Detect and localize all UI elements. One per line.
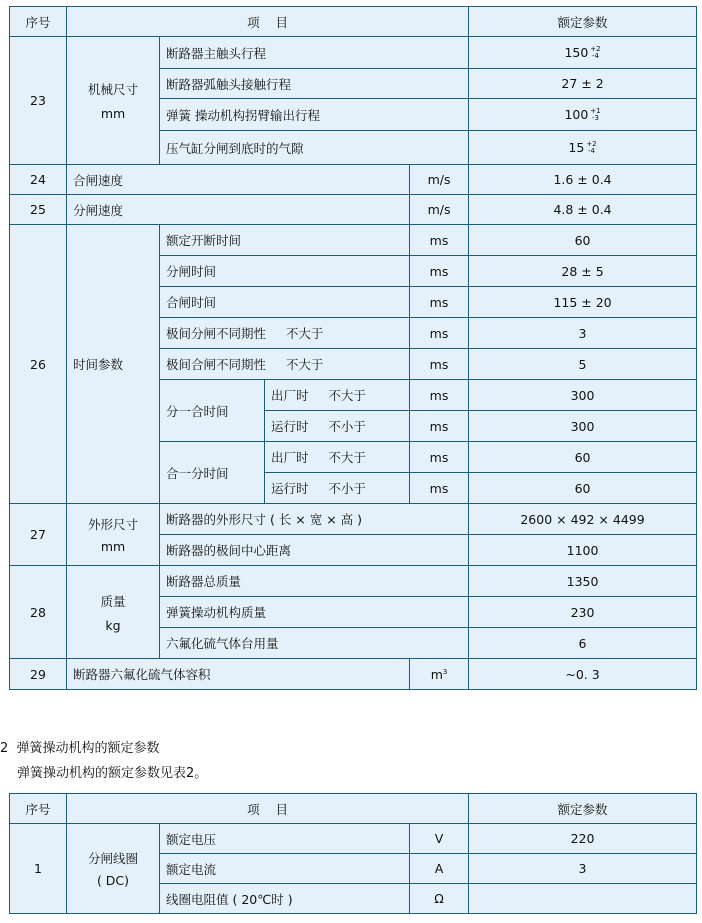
rated-value: 300: [469, 380, 697, 411]
header-item: 项 目: [67, 794, 469, 824]
item-label: 极间分闸不同期性 不大于: [160, 318, 410, 349]
table-row: [10, 566, 697, 597]
table-row: [10, 824, 697, 854]
unit-base: m: [430, 666, 443, 682]
condition-label: 出厂时 不大于: [265, 442, 410, 473]
rated-value: 1350: [469, 566, 697, 597]
tolerance: [586, 141, 596, 155]
table-header-row: [10, 7, 697, 37]
item-label: 断路器的极间中心距离: [160, 535, 469, 566]
table-row: [10, 659, 697, 690]
sub-group-label: 分一合时间: [160, 380, 265, 442]
condition-label: 出厂时 不大于: [265, 380, 410, 411]
value-main: 15: [568, 139, 585, 155]
header-rated: 额定参数: [469, 794, 697, 824]
unit: ms: [410, 380, 469, 411]
rated-value: [469, 37, 697, 69]
table-header-row: [10, 794, 697, 824]
item-label: 断路器主触头行程: [160, 37, 469, 69]
row-number: 27: [10, 504, 67, 566]
table-row: [10, 195, 697, 225]
rated-value: [469, 884, 697, 914]
row-number: 23: [10, 37, 67, 165]
item-label: 合闸速度: [67, 165, 410, 195]
rated-value: 3: [469, 318, 697, 349]
item-label: 弹簧 操动机构拐臂输出行程: [160, 99, 469, 131]
rated-value: [469, 99, 697, 131]
group-unit: mm: [100, 106, 126, 121]
item-label: 额定电流: [160, 854, 410, 884]
rated-value: 5: [469, 349, 697, 380]
unit: ms: [410, 318, 469, 349]
condition-label: 运行时 不小于: [265, 411, 410, 442]
item-label: 断路器弧触头接触行程: [160, 69, 469, 99]
unit: m/s: [410, 165, 469, 195]
unit: ms: [410, 349, 469, 380]
item-label: 压气缸分闸到底时的气隙: [160, 131, 469, 165]
condition-label: 运行时 不小于: [265, 473, 410, 504]
section-text: 弹簧操动机构的额定参数见表2。: [17, 766, 208, 781]
rated-value: 60: [469, 473, 697, 504]
item-label: 断路器六氟化硫气体容积: [67, 659, 410, 690]
group-label: [67, 566, 160, 659]
group-unit: ( DC): [96, 873, 130, 888]
table-row: [10, 225, 697, 256]
rated-value: 4.8 ± 0.4: [469, 195, 697, 225]
rated-value: 1.6 ± 0.4: [469, 165, 697, 195]
tol-down: -3: [591, 114, 599, 123]
unit: ms: [410, 442, 469, 473]
item-label: 分闸时间: [160, 256, 410, 287]
item-label: 合闸时间: [160, 287, 410, 318]
tolerance: [590, 108, 600, 122]
item-label: 额定开断时间: [160, 225, 410, 256]
section-heading: 2 弹簧操动机构的额定参数: [0, 741, 160, 756]
group-name: 机械尺寸: [87, 82, 138, 97]
rated-value: [469, 131, 697, 165]
item-label: 六氟化硫气体台用量: [160, 628, 469, 659]
group-label: [67, 37, 160, 165]
unit: m/s: [410, 195, 469, 225]
rated-value: 300: [469, 411, 697, 442]
tol-down: -4: [587, 147, 595, 156]
group-name: 外形尺寸: [87, 517, 138, 532]
header-rated: 额定参数: [469, 7, 697, 37]
row-number: 29: [10, 659, 67, 690]
rated-value: 220: [469, 824, 697, 854]
unit: ms: [410, 473, 469, 504]
item-label: 弹簧操动机构质量: [160, 597, 469, 628]
row-number: 1: [10, 824, 67, 914]
group-label: 时间参数: [67, 225, 160, 504]
value-main: 150: [564, 44, 589, 60]
row-number: 26: [10, 225, 67, 504]
rated-value: 115 ± 20: [469, 287, 697, 318]
item-label: 断路器总质量: [160, 566, 469, 597]
rated-value: 60: [469, 225, 697, 256]
row-number: 24: [10, 165, 67, 195]
header-item: 项 目: [67, 7, 469, 37]
row-number: 28: [10, 566, 67, 659]
group-name: 质量: [100, 593, 126, 609]
unit-exponent: 3: [442, 667, 448, 676]
rated-value: 6: [469, 628, 697, 659]
unit: Ω: [410, 884, 469, 914]
unit: V: [410, 824, 469, 854]
tol-up: +2: [586, 140, 597, 149]
group-name: 分闸线圈: [87, 851, 138, 866]
unit: ms: [410, 287, 469, 318]
item-label: 分闸速度: [67, 195, 410, 225]
rated-parameters-table: [9, 6, 697, 690]
unit: ms: [410, 411, 469, 442]
sub-group-label: 合一分时间: [160, 442, 265, 504]
rated-value: 60: [469, 442, 697, 473]
group-unit: kg: [105, 617, 121, 633]
tol-up: +2: [590, 45, 601, 54]
item-label: 断路器的外形尺寸 ( 长 × 宽 × 高 ): [160, 504, 469, 535]
tolerance: [590, 46, 600, 60]
tol-up: +1: [590, 107, 601, 116]
table-row: [10, 165, 697, 195]
rated-value: 28 ± 5: [469, 256, 697, 287]
table-row: [10, 504, 697, 535]
unit: ms: [410, 225, 469, 256]
rated-value: 2600 × 492 × 4499: [469, 504, 697, 535]
row-number: 25: [10, 195, 67, 225]
rated-value: ~0. 3: [469, 659, 697, 690]
tol-down: -4: [591, 52, 599, 61]
unit: A: [410, 854, 469, 884]
item-label: 线圈电阻值 ( 20℃时 ): [160, 884, 410, 914]
rated-value: 230: [469, 597, 697, 628]
rated-value: 27 ± 2: [469, 69, 697, 99]
rated-value: 3: [469, 854, 697, 884]
item-label: 极间合闸不同期性 不大于: [160, 349, 410, 380]
value-main: 100: [564, 106, 589, 122]
header-no: 序号: [10, 794, 67, 824]
group-label: [67, 824, 160, 914]
table-row: [10, 37, 697, 69]
spring-mechanism-table: [9, 793, 697, 914]
item-label: 额定电压: [160, 824, 410, 854]
header-no: 序号: [10, 7, 67, 37]
group-unit: mm: [100, 539, 126, 554]
rated-value: 1100: [469, 535, 697, 566]
group-label: [67, 504, 160, 566]
unit: ms: [410, 256, 469, 287]
unit: [410, 659, 469, 690]
